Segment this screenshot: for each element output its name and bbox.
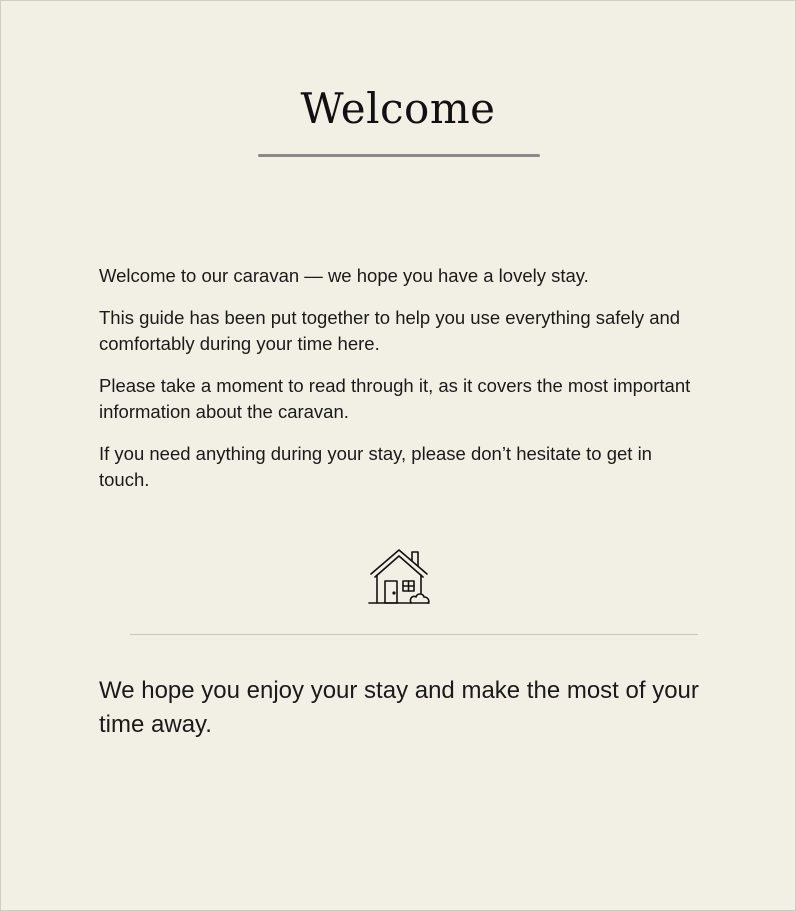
intro-paragraph: Welcome to our caravan — we hope you have a lovely stay. — [99, 265, 589, 286]
section-divider — [130, 634, 698, 635]
intro-paragraph: If you need anything during your stay, please don’t hesitate to get in touch. — [99, 443, 652, 490]
intro-paragraph: This guide has been put together to help you use everything safely and comfortably during your time here. — [99, 307, 681, 354]
title-underline — [258, 154, 540, 157]
closing-message: We hope you enjoy your stay and make the most of your time away. — [99, 677, 699, 738]
house-icon — [367, 547, 431, 605]
intro-paragraph: Please take a moment to read through it, as it covers the most important information about the caravan. — [99, 375, 691, 422]
page-title: Welcome — [300, 84, 496, 133]
intro-text — [99, 263, 703, 509]
